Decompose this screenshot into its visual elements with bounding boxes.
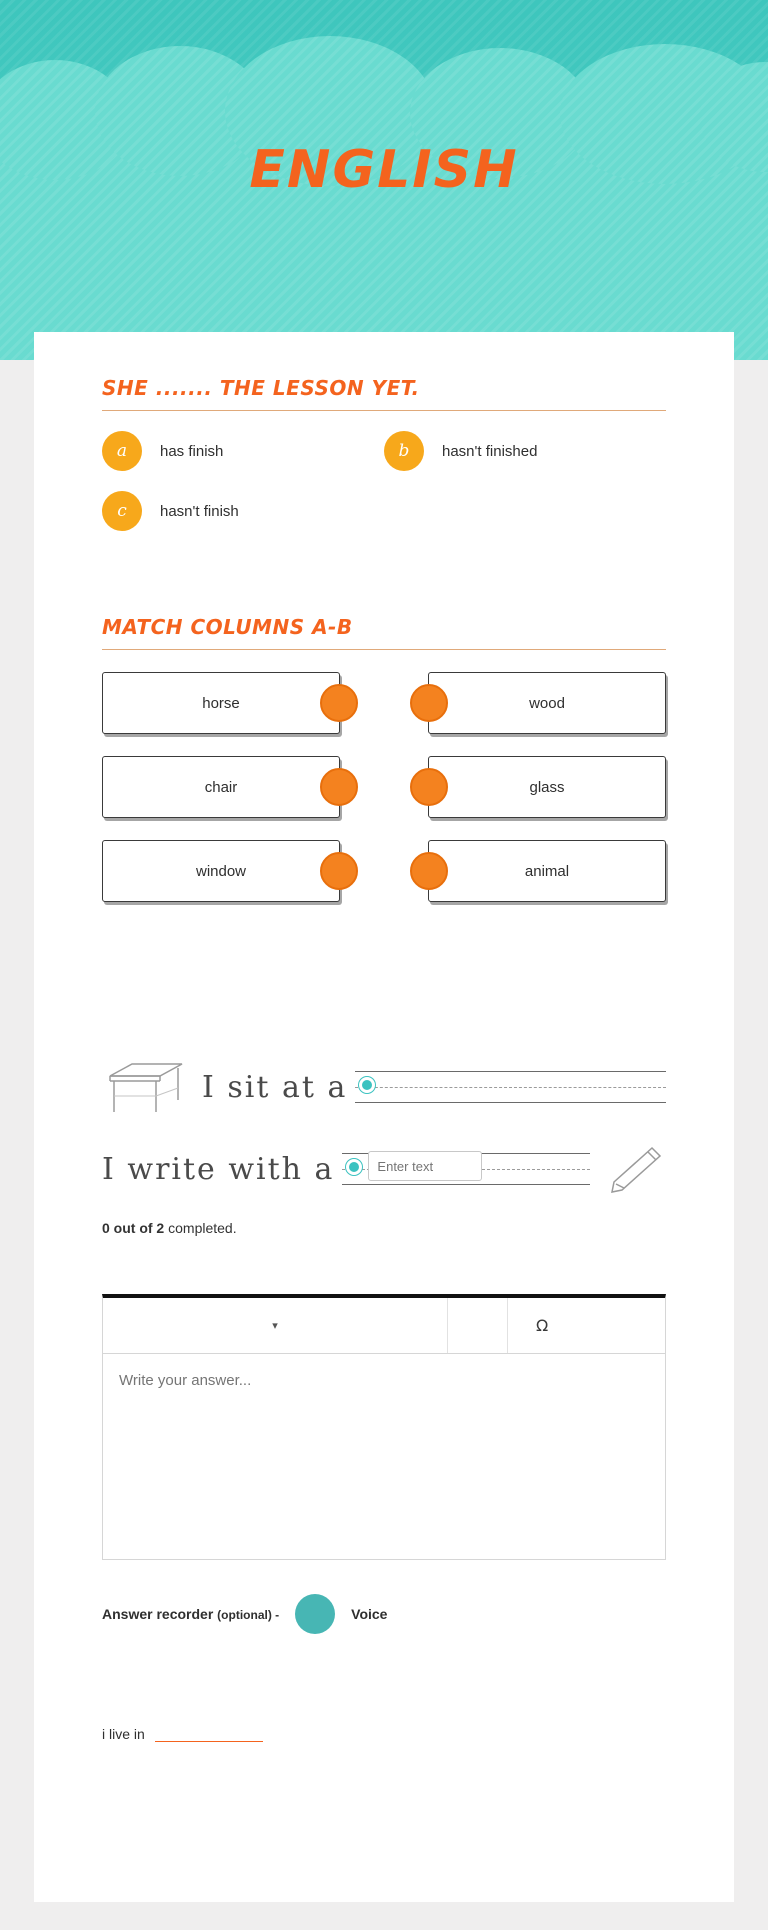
handwriting-line-2 — [102, 1142, 666, 1196]
worksheet-sheet — [34, 332, 734, 1902]
start-dot-icon[interactable] — [346, 1159, 362, 1175]
match-connector-knob[interactable] — [320, 852, 358, 890]
match-connector-knob[interactable] — [320, 684, 358, 722]
handwriting-blank-1[interactable] — [355, 1067, 666, 1107]
choice-option-a[interactable] — [102, 431, 384, 471]
pencil-icon — [602, 1142, 666, 1196]
handwriting-line-1 — [102, 1056, 666, 1118]
match-connector-knob[interactable] — [410, 768, 448, 806]
match-card-left-label: chair — [204, 778, 238, 796]
handwriting-prompt-2: I write with a — [102, 1151, 335, 1187]
answer-recorder — [102, 1594, 666, 1634]
recorder-label-main: Answer recorder — [102, 1606, 218, 1622]
handwriting-progress — [102, 1220, 666, 1236]
match-card-right-label: animal — [524, 862, 570, 880]
match-card-right-label: glass — [529, 778, 565, 796]
match-row — [102, 672, 666, 734]
question-2-title: MATCH COLUMNS A-B — [102, 551, 666, 650]
editor-toolbar — [103, 1298, 665, 1354]
progress-suffix: completed. — [164, 1220, 237, 1236]
match-row — [102, 756, 666, 818]
match-card-left-label: window — [195, 862, 247, 880]
choice-option-b[interactable] — [384, 431, 666, 471]
match-card-left-label: horse — [202, 694, 240, 712]
choice-bullet-a[interactable]: a — [102, 431, 142, 471]
choice-option-c[interactable] — [102, 491, 384, 531]
match-connector-knob[interactable] — [410, 852, 448, 890]
choice-label-c: hasn't finish — [160, 502, 239, 520]
match-card-left[interactable] — [102, 840, 340, 902]
match-card-right-label: wood — [529, 694, 565, 712]
footer-fill-in-blank[interactable] — [155, 1728, 263, 1742]
start-dot-icon[interactable] — [359, 1077, 375, 1093]
page-title: ENGLISH — [249, 140, 519, 200]
match-connector-knob[interactable] — [320, 768, 358, 806]
desk-icon — [102, 1056, 188, 1118]
chevron-down-icon[interactable]: ▾ — [272, 1320, 278, 1332]
question-1-title: SHE ....... THE LESSON YET. — [102, 332, 666, 411]
handwriting-text-input[interactable] — [368, 1151, 482, 1181]
match-card-left[interactable] — [102, 756, 340, 818]
choice-label-a: has finish — [160, 442, 224, 460]
match-card-left[interactable] — [102, 672, 340, 734]
answer-editor — [102, 1294, 666, 1560]
recorder-label-optional: (optional) - — [217, 1608, 280, 1622]
choice-bullet-c[interactable]: c — [102, 491, 142, 531]
match-columns — [102, 650, 666, 902]
dashed-guide-line — [355, 1087, 666, 1088]
recorder-label — [102, 1606, 279, 1622]
question-1-choices — [102, 411, 666, 551]
match-row — [102, 840, 666, 902]
toolbar-group-spacer — [448, 1298, 508, 1353]
choice-bullet-b[interactable]: b — [384, 431, 424, 471]
toolbar-format-dropdown[interactable] — [103, 1298, 448, 1353]
progress-count: 0 out of 2 — [102, 1220, 165, 1236]
handwriting-blank-2[interactable] — [342, 1149, 590, 1189]
handwriting-prompt-1: I sit at a — [202, 1069, 348, 1105]
choice-label-b: hasn't finished — [442, 442, 538, 460]
header-banner — [0, 0, 768, 360]
voice-label: Voice — [351, 1606, 388, 1622]
toolbar-special-character-button[interactable] — [508, 1298, 665, 1353]
footer-fill-in — [102, 1726, 666, 1742]
answer-textarea[interactable] — [103, 1354, 665, 1554]
handwriting-exercise — [102, 924, 666, 1236]
omega-icon[interactable]: Ω — [536, 1316, 549, 1335]
match-card-right[interactable] — [428, 672, 666, 734]
match-card-right[interactable] — [428, 840, 666, 902]
footer-fill-in-text: i live in — [102, 1726, 145, 1742]
microphone-icon[interactable] — [295, 1594, 335, 1634]
match-card-right[interactable] — [428, 756, 666, 818]
match-connector-knob[interactable] — [410, 684, 448, 722]
